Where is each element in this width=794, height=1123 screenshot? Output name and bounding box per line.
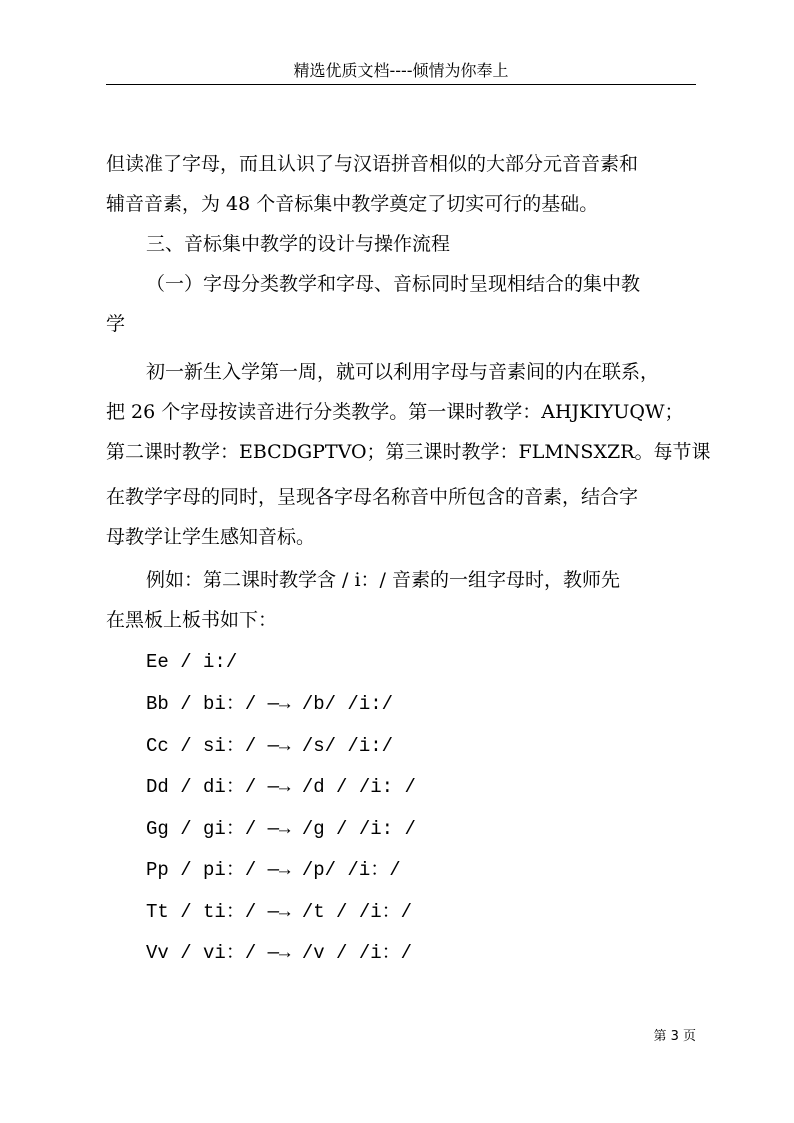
phonics-example-line: Gg / gi：/ —→ /g / /i: /: [146, 818, 416, 840]
paragraph-line: 把 26 个字母按读音进行分类教学。第一课时教学：AHJKIYUQW；: [106, 401, 684, 423]
paragraph-line: 辅音音素，为 48 个音标集中教学奠定了切实可行的基础。: [106, 193, 599, 215]
subsection-heading-continued: 学: [106, 313, 126, 335]
header-divider: [106, 84, 696, 85]
phonics-example-line: Pp / pi：/ —→ /p/ /i：/: [146, 859, 401, 881]
page-number: 第 3 页: [653, 1029, 696, 1044]
subsection-heading: （一）字母分类教学和字母、音标同时呈现相结合的集中教: [146, 273, 641, 295]
phonics-example-line: Ee / i:/: [146, 651, 238, 673]
phonics-example-line: Tt / ti：/ —→ /t / /i：/: [146, 901, 413, 923]
page-header: 精选优质文档----倾情为你奉上: [293, 61, 509, 80]
paragraph-line: 初一新生入学第一周，就可以利用字母与音素间的内在联系，: [146, 361, 660, 383]
paragraph-line: 在教学字母的同时，呈现各字母名称音中所包含的音素，结合字: [106, 486, 639, 508]
paragraph-line: 例如：第二课时教学含 / i：/ 音素的一组字母时，教师先: [146, 569, 620, 591]
paragraph-line: 但读准了字母，而且认识了与汉语拼音相似的大部分元音音素和: [106, 153, 639, 175]
phonics-example-line: Vv / vi：/ —→ /v / /i：/: [146, 942, 413, 964]
paragraph-line: 母教学让学生感知音标。: [106, 526, 316, 548]
phonics-example-line: Bb / bi：/ —→ /b/ /i:/: [146, 693, 394, 715]
phonics-example-line: Cc / si：/ —→ /s/ /i:/: [146, 735, 394, 757]
paragraph-line: 第二课时教学：EBCDGPTVO；第三课时教学：FLMNSXZR。每节课: [106, 441, 711, 463]
section-heading: 三、音标集中教学的设计与操作流程: [146, 233, 451, 255]
phonics-example-line: Dd / di：/ —→ /d / /i: /: [146, 776, 416, 798]
paragraph-line: 在黑板上板书如下：: [106, 609, 278, 631]
